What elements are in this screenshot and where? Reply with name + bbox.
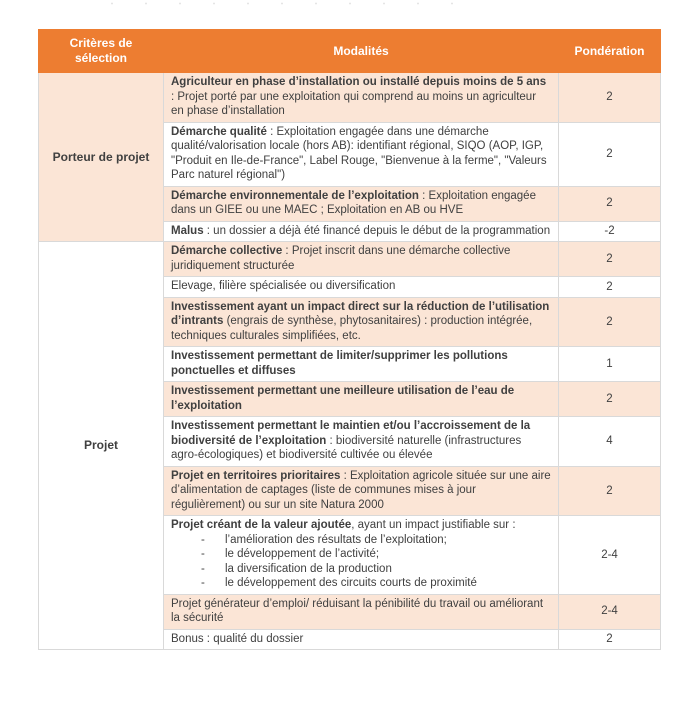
modalite-bold-text: Projet en territoires prioritaires xyxy=(171,469,341,482)
modalite-cell xyxy=(164,122,559,186)
modalite-text: Projet générateur d’emploi/ réduisant la pénibilité du travail ou améliorant la sécurité xyxy=(171,597,544,624)
bullet-text: le développement de l’activité; xyxy=(225,548,380,560)
modalite-text: (engrais de synthèse, phytosanitaires) : production intégrée, techniques culturales simplifiées, etc. xyxy=(171,315,533,342)
ponderation-cell: 2 xyxy=(559,629,661,650)
modalite-cell xyxy=(164,186,559,221)
modalite-cell xyxy=(164,417,559,467)
modalite-text: : biodiversité naturelle (infrastructures agro-écologiques) et biodiversité cultivée ou élevée xyxy=(171,434,522,461)
modalite-cell xyxy=(164,73,559,123)
ponderation-cell: 2 xyxy=(559,382,661,417)
bullet-item xyxy=(171,547,551,562)
modalite-text: : un dossier a déjà été financé depuis le début de la programmation xyxy=(203,224,551,237)
modalite-bold-text: Investissement ayant un impact direct sur la réduction de l’utilisation d’intrants xyxy=(171,300,550,327)
modalite-cell xyxy=(164,347,559,382)
group-cell: Projet xyxy=(39,242,164,650)
modalite-text: , ayant un impact justifiable sur : xyxy=(351,519,516,531)
group-cell: Porteur de projet xyxy=(39,73,164,242)
modalite-cell xyxy=(164,221,559,242)
ponderation-cell: 2 xyxy=(559,242,661,277)
modalite-bold-text: Projet créant de la valeur ajoutée xyxy=(171,519,352,531)
modalite-text: : Projet inscrit dans une démarche collective juridiquement structurée xyxy=(171,245,511,272)
modalite-bold-text: Agriculteur en phase d’installation ou installé depuis moins de 5 ans xyxy=(171,76,547,88)
cropped-text-remnant xyxy=(95,1,460,6)
ponderation-cell: 2-4 xyxy=(559,594,661,629)
modalite-bold-text: Démarche collective xyxy=(171,245,283,257)
modalite-text: Bonus : qualité du dossier xyxy=(171,632,304,645)
modalite-cell xyxy=(164,594,559,629)
bullet-dash: - xyxy=(201,577,205,589)
header-criteres-de-selection: Critères de sélection xyxy=(39,30,164,73)
modalite-cell xyxy=(164,277,559,298)
modalite-bold-text: Investissement permettant de limiter/supprimer les pollutions ponctuelles et diffuses xyxy=(171,350,508,377)
modalite-bold-text: Investissement permettant une meilleure utilisation de l’eau de l’exploitation xyxy=(171,385,515,412)
bullet-item xyxy=(171,562,551,577)
ponderation-cell: 4 xyxy=(559,417,661,467)
ponderation-cell: 2 xyxy=(559,277,661,298)
bullet-text: l’amélioration des résultats de l’exploitation; xyxy=(225,533,447,546)
ponderation-cell: 1 xyxy=(559,347,661,382)
header-row xyxy=(39,30,661,73)
modalite-cell xyxy=(164,516,559,595)
table-row xyxy=(39,73,661,123)
selection-criteria-table xyxy=(38,29,661,650)
table-row xyxy=(39,242,661,277)
modalite-text: : Exploitation agricole située sur une aire d’alimentation de captages (liste de communes mises à jour régulièrement) ou sur un site Natura 2000 xyxy=(171,469,551,511)
ponderation-cell: -2 xyxy=(559,221,661,242)
bullet-item xyxy=(171,576,551,591)
bullet-item xyxy=(171,533,551,548)
ponderation-cell: 2 xyxy=(559,186,661,221)
modalite-bold-text: Démarche environnementale de l’exploitation xyxy=(171,189,419,202)
bullet-text: la diversification de la production xyxy=(225,562,392,575)
bullet-dash: - xyxy=(201,562,205,575)
modalite-bold-text: Malus xyxy=(171,224,204,237)
bullet-dash: - xyxy=(201,548,205,560)
modalite-text: : Projet porté par une exploitation qui comprend au moins un agriculteur en phase d’installation xyxy=(171,90,537,117)
bullet-dash: - xyxy=(201,533,205,546)
modalite-text: : Exploitation engagée dans un GIEE ou une MAEC ; Exploitation en AB ou HVE xyxy=(171,189,536,216)
modalite-cell xyxy=(164,382,559,417)
ponderation-cell: 2 xyxy=(559,466,661,516)
modalite-cell xyxy=(164,466,559,516)
modalite-cell xyxy=(164,297,559,347)
modalite-bold-text: Investissement permettant le maintien et/ou l’accroissement de la biodiversité de l’exploitation xyxy=(171,420,531,447)
modalite-text: Elevage, filière spécialisée ou diversification xyxy=(171,280,396,292)
modalite-cell xyxy=(164,242,559,277)
modalite-cell xyxy=(164,629,559,650)
ponderation-cell: 2 xyxy=(559,122,661,186)
header-modalites: Modalités xyxy=(164,30,559,73)
modalite-bold-text: Démarche qualité xyxy=(171,125,267,138)
ponderation-cell: 2-4 xyxy=(559,516,661,595)
ponderation-cell: 2 xyxy=(559,297,661,347)
ponderation-cell: 2 xyxy=(559,73,661,123)
bullet-text: le développement des circuits courts de proximité xyxy=(225,577,477,589)
header-ponderation: Pondération xyxy=(559,30,661,73)
modalite-text: : Exploitation engagée dans une démarche qualité/valorisation locale (hors AB): identifiant régional, SIQO (AOP, IGP, "Produit en Ile-de-France", Label Rouge, "Bienvenue à la ferme", "Valeurs Parc naturel régional") xyxy=(171,125,547,181)
